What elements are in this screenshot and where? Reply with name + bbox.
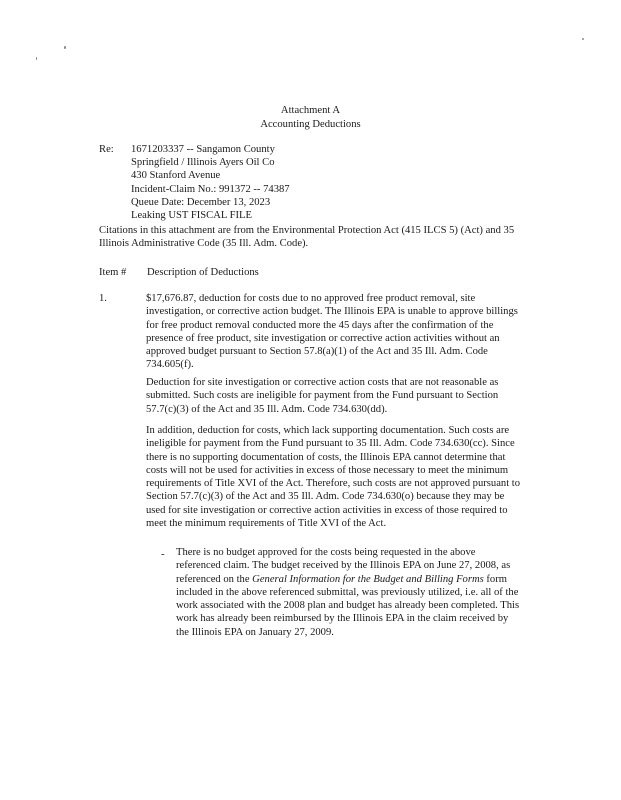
item1-bullet — [176, 546, 522, 639]
scan-speck — [64, 46, 66, 49]
bullet-text-part1: There is no budget approved for the costs being requested in the above referenced claim. The budget received by the Illinois EPA on June 27, 2008, as referenced on the — [176, 547, 511, 585]
re-line: Springfield / Illinois Ayers Oil Co — [131, 157, 275, 169]
re-line: 430 Stanford Avenue — [131, 170, 221, 182]
bullet-text-part2: form included in the above referenced submittal, was previously utilized, i.e. all of the work associated with the 2008 plan and budget has already been completed. This work has already been reimbursed by the Illinois EPA in the claim received by the Illinois EPA on January 27, 2009. — [176, 573, 520, 638]
item-number-header: Item # — [99, 267, 127, 278]
re-block — [131, 143, 290, 222]
re-line: 1671203337 -- Sangamon County — [131, 144, 275, 155]
citations-paragraph: Citations in this attachment are from the Environmental Protection Act (415 ILCS 5) (Act) and 35 Illinois Administrative Code (35 Ill. Adm. Code). — [99, 225, 515, 250]
table-header — [99, 266, 259, 279]
document-title — [0, 104, 621, 131]
re-label: Re: — [99, 144, 114, 155]
item1-paragraph-1: $17,676.87, deduction for costs due to no approved free product removal, site investigation, or corrective action budget. The Illinois EPA is unable to approve billings for free product removal conducted more the 45 days after the confirmation of the presence of free product, site investigation or corrective action activities without an approved budget pursuant to Section 57.8(a)(1) of the Act and 35 Ill. Adm. Code 734.605(f). — [146, 293, 518, 371]
re-line: Leaking UST FISCAL FILE — [131, 210, 252, 222]
bullet-dash: - — [161, 549, 165, 560]
scan-speck — [582, 38, 584, 40]
item1-paragraph-3: In addition, deduction for costs, which lack supporting documentation. Such costs are ineligible for payment from the Fund pursuant to 35 Ill. Adm. Code 734.630(cc). Since there is no supporting documentation of costs, the Illinois EPA cannot determine that costs will not be used for activities in excess of those necessary to meet the minimum requirements of Title XVI of the Act. Therefore, such costs are not approved pursuant to Section 57.7(c)(3) of the Act and 35 Ill. Adm. Code 734.630(o) because they may be used for site investigation or corrective action activities in excess of those required to meet the minimum requirements of Title XVI of the Act. — [146, 425, 521, 530]
scan-speck — [36, 57, 37, 60]
item-number: 1. — [99, 293, 107, 304]
item1-paragraph-2: Deduction for site investigation or corrective action costs that are not reasonable as submitted. Such costs are ineligible for payment from the Fund pursuant to Section 57.7(c)(3) of the Act and 35 Ill. Adm. Code 734.630(dd). — [146, 377, 499, 415]
title-line-1: Attachment A — [280, 105, 341, 116]
title-line-2: Accounting Deductions — [260, 118, 361, 130]
re-line: Queue Date: December 13, 2023 — [131, 196, 271, 208]
description-header: Description of Deductions — [147, 267, 259, 278]
re-line: Incident-Claim No.: 991372 -- 74387 — [131, 183, 290, 195]
form-title-italic: General Information for the Budget and Billing Forms — [252, 573, 484, 585]
